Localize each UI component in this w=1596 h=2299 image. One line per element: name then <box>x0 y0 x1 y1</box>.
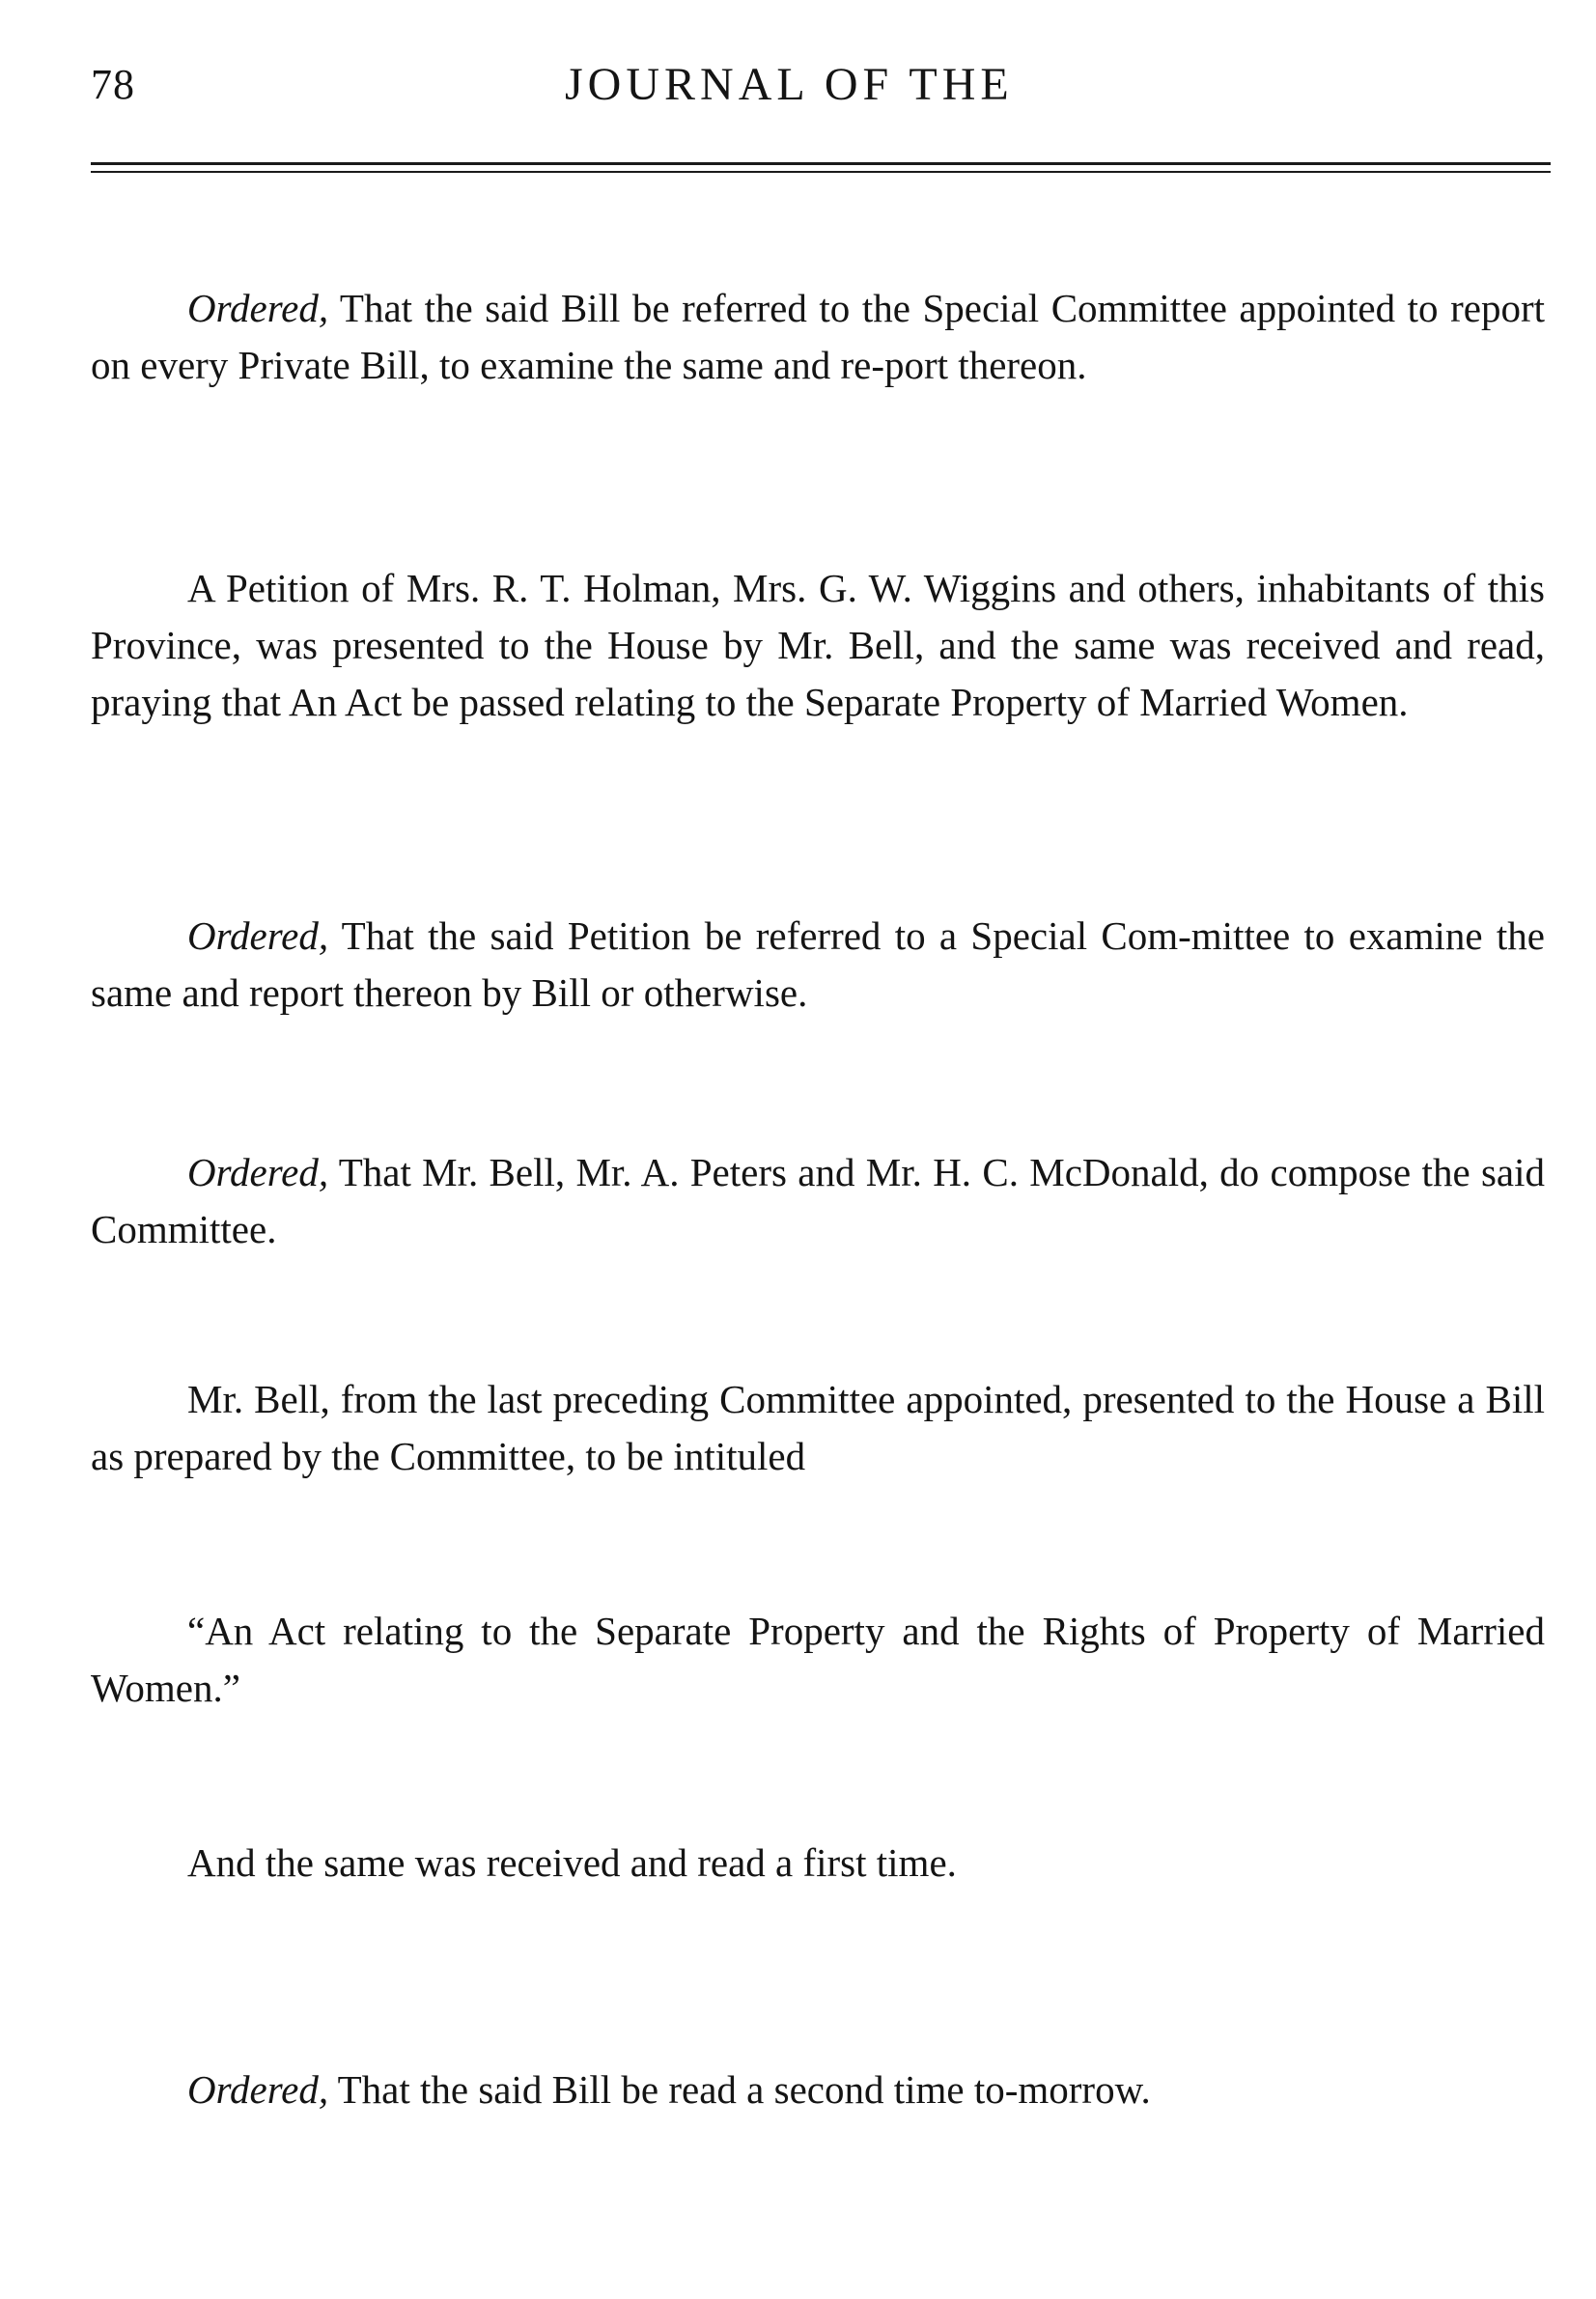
page-number: 78 <box>91 61 135 108</box>
ordered-label: Ordered, <box>187 1150 329 1194</box>
paragraph-text: And the same was received and read a first time. <box>187 1840 957 1885</box>
paragraph-petition <box>91 560 1545 731</box>
paragraph-bill-title <box>91 1603 1545 1717</box>
paragraph-text: That Mr. Bell, Mr. A. Peters and Mr. H. C. McDonald, do compose the said Committee. <box>91 1150 1545 1251</box>
paragraph-first-reading <box>91 1835 1545 1892</box>
ordered-label: Ordered, <box>187 286 329 330</box>
header-rule-top <box>91 162 1551 165</box>
paragraph-order-refer-petition <box>91 908 1545 1022</box>
paragraph-order-refer-bill <box>91 280 1545 394</box>
paragraph-text: That the said Petition be referred to a Special Com-mittee to examine the same and report thereon by Bill or otherwise. <box>91 913 1545 1015</box>
paragraph-text: A Petition of Mrs. R. T. Holman, Mrs. G. W. Wiggins and others, inhabitants of this Province, was presented to the House by Mr. Bell, and the same was received and read, praying that An Act be passed relating to the Separate Property of Married Women. <box>91 566 1545 724</box>
paragraph-text: “An Act relating to the Separate Property and the Rights of Property of Married Women.” <box>91 1609 1545 1710</box>
paragraph-text: That the said Bill be read a second time to-morrow. <box>328 2067 1151 2112</box>
running-head: JOURNAL OF THE <box>565 59 1014 110</box>
paragraph-text: That the said Bill be referred to the Special Committee appointed to report on every Private Bill, to examine the same and re-port thereon. <box>91 286 1545 387</box>
paragraph-order-committee <box>91 1144 1545 1258</box>
header-rule-bottom <box>91 171 1551 173</box>
paragraph-text: Mr. Bell, from the last preceding Committee appointed, presented to the House a Bill as prepared by the Committee, to be intituled <box>91 1377 1545 1478</box>
paragraph-bill-presented <box>91 1371 1545 1485</box>
ordered-label: Ordered, <box>187 913 329 958</box>
paragraph-order-second-reading <box>91 2061 1545 2118</box>
ordered-label: Ordered, <box>187 2067 329 2112</box>
